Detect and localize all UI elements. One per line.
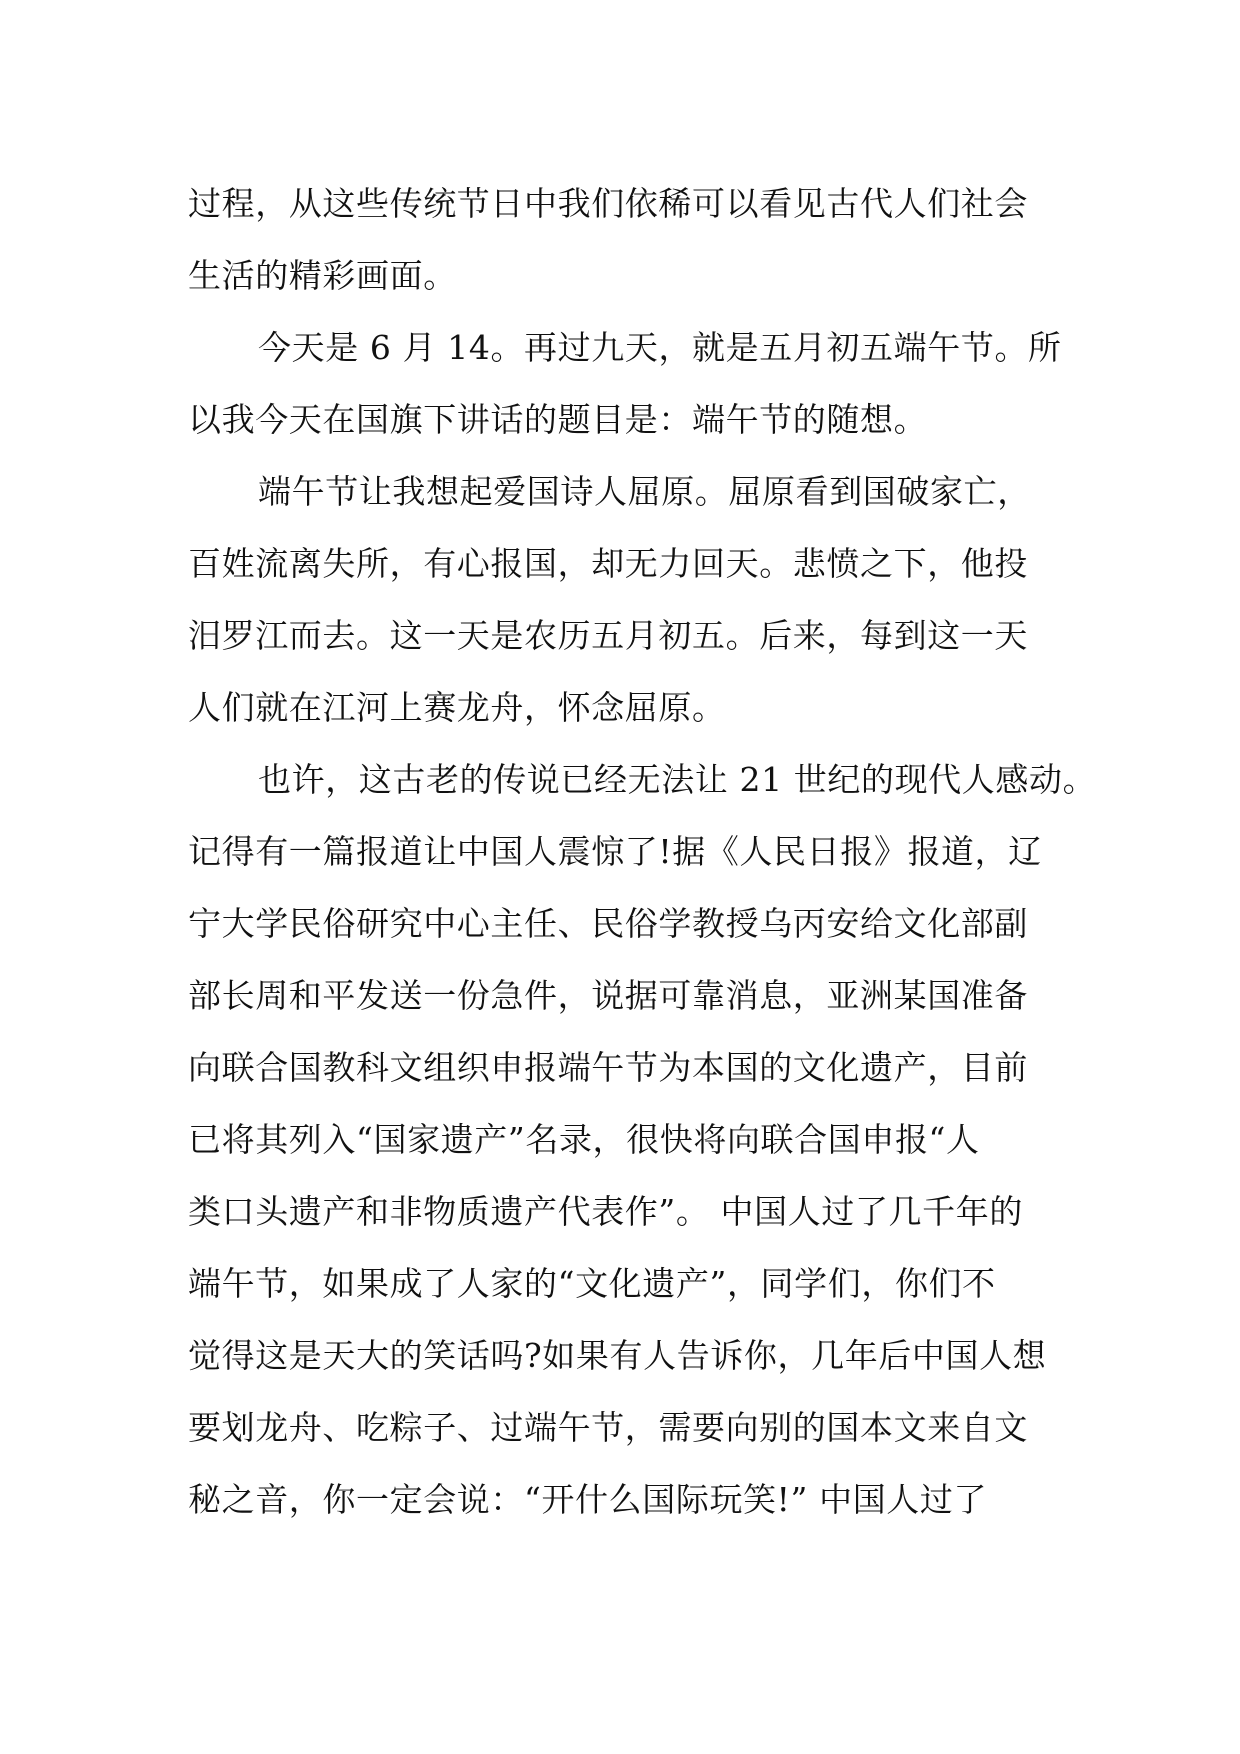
text-line: 以我今天在国旗下讲话的题目是：端午节的随想。 xyxy=(188,400,928,439)
text-line: 觉得这是天大的笑话吗?如果有人告诉你，几年后中国人想 xyxy=(188,1336,1047,1375)
text-line: 已将其列入“国家遗产”名录，很快将向联合国申报“人 xyxy=(188,1120,980,1159)
text-line: 记得有一篇报道让中国人震惊了!据《人民日报》报道，辽 xyxy=(188,832,1042,871)
text-line: 宁大学民俗研究中心主任、民俗学教授乌丙安给文化部副 xyxy=(188,904,1028,943)
text-line: 端午节，如果成了人家的“文化遗产”，同学们，你们不 xyxy=(188,1264,996,1303)
text-line: 人们就在江河上赛龙舟，怀念屈原。 xyxy=(188,688,726,727)
paragraph-start-line: 也许，这古老的传说已经无法让 21 世纪的现代人感动。 xyxy=(258,760,1097,799)
text-line: 向联合国教科文组织申报端午节为本国的文化遗产，目前 xyxy=(188,1048,1028,1087)
paragraph-start-line: 端午节让我想起爱国诗人屈原。屈原看到国破家亡， xyxy=(258,472,1031,511)
text-line: 要划龙舟、吃粽子、过端午节，需要向别的国本文来自文 xyxy=(188,1408,1028,1447)
text-line: 生活的精彩画面。 xyxy=(188,256,457,295)
body-text xyxy=(188,168,1097,1536)
text-line: 部长周和平发送一份急件，说据可靠消息，亚洲某国准备 xyxy=(188,976,1028,1015)
text-line: 秘之音，你一定会说：“开什么国际玩笑!” 中国人过了 xyxy=(188,1480,988,1519)
text-line: 百姓流离失所，有心报国，却无力回天。悲愤之下，他投 xyxy=(188,544,1028,583)
text-line: 过程，从这些传统节日中我们依稀可以看见古代人们社会 xyxy=(188,184,1028,223)
text-line: 类口头遗产和非物质遗产代表作”。 中国人过了几千年的 xyxy=(188,1192,1023,1231)
text-line: 汨罗江而去。这一天是农历五月初五。后来，每到这一天 xyxy=(188,616,1028,655)
paragraph-start-line: 今天是 6 月 14。再过九天，就是五月初五端午节。所 xyxy=(258,328,1062,367)
